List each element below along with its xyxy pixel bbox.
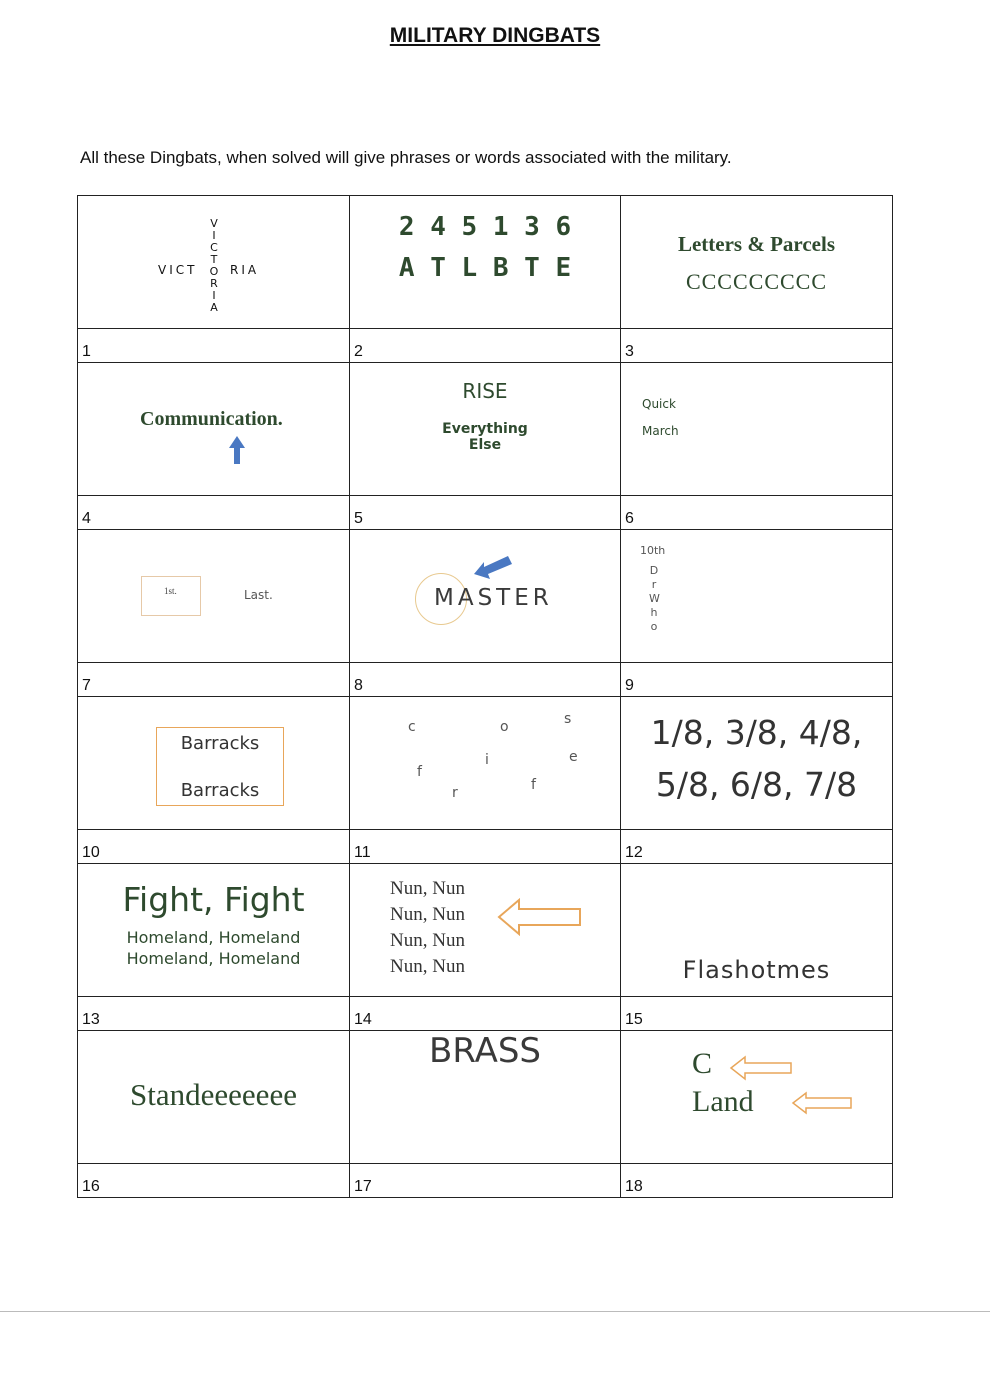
puzzle-11 — [350, 697, 621, 830]
puzzle-1-down-letter: I — [212, 289, 216, 302]
puzzle-3-line1: Letters & Parcels — [677, 232, 836, 256]
puzzle-7 — [78, 530, 350, 663]
puzzle-7-text: Last. — [244, 588, 273, 602]
puzzle-14 — [350, 864, 621, 997]
puzzle-18 — [621, 1031, 893, 1164]
puzzle-10-line2: Barracks — [180, 780, 260, 801]
puzzle-9-top: 10th — [640, 544, 666, 557]
left-arrow-icon — [729, 1055, 793, 1081]
puzzle-1-down-letter: R — [210, 277, 218, 290]
puzzle-10-line1: Barracks — [180, 733, 260, 754]
puzzle-1-across-right: RIA — [230, 263, 260, 277]
puzzle-1-across-left: VICT — [158, 263, 198, 277]
number-17: 17 — [350, 1164, 621, 1198]
puzzle-18-line2: Land — [692, 1085, 754, 1118]
puzzle-9-down-letter: r — [651, 578, 657, 591]
number-8: 8 — [350, 663, 621, 697]
up-arrow-icon — [228, 435, 246, 465]
left-arrow-icon — [497, 898, 583, 936]
puzzle-12 — [621, 697, 893, 830]
puzzle-5-line2: Else — [468, 437, 502, 453]
intro-text: All these Dingbats, when solved will give phrases or words associated with the military. — [80, 148, 732, 167]
footer-divider — [0, 1311, 990, 1312]
puzzle-9-down-letter: W — [649, 592, 660, 605]
puzzle-17 — [350, 1031, 621, 1164]
number-1: 1 — [78, 329, 350, 363]
puzzle-2 — [350, 196, 621, 329]
number-7: 7 — [78, 663, 350, 697]
puzzle-16 — [78, 1031, 350, 1164]
puzzle-1 — [78, 196, 350, 329]
puzzle-11-letter: e — [569, 749, 578, 765]
left-arrow-icon — [791, 1091, 853, 1115]
number-2: 2 — [350, 329, 621, 363]
puzzle-9 — [621, 530, 893, 663]
puzzle-1-down-letter: A — [210, 301, 218, 314]
puzzle-1-down-letter: V — [210, 217, 218, 230]
puzzle-9-down-letter: h — [650, 606, 658, 619]
left-down-arrow-icon — [472, 552, 514, 580]
puzzle-11-letter: i — [485, 752, 489, 768]
number-9: 9 — [621, 663, 893, 697]
puzzle-12-line1: 1/8, 3/8, 4/8, — [650, 713, 863, 752]
puzzle-5 — [350, 363, 621, 496]
number-16: 16 — [78, 1164, 350, 1198]
puzzle-14-line: Nun, Nun — [390, 904, 465, 925]
puzzle-2-letters: A T L B T E — [398, 253, 572, 283]
puzzle-6-line1: Quick — [642, 397, 676, 411]
puzzle-11-letter: f — [531, 777, 536, 793]
puzzle-5-line1: Everything — [442, 421, 528, 437]
puzzle-18-line1: C — [692, 1047, 713, 1080]
puzzle-9-down-letter: o — [650, 620, 658, 633]
puzzle-17-text: BRASS — [429, 1031, 541, 1071]
puzzle-15-text: Flashotmes — [682, 956, 831, 984]
puzzle-13 — [78, 864, 350, 997]
puzzle-16-text: Standeeeeeee — [130, 1077, 297, 1112]
puzzle-1-down-letter: O — [209, 265, 219, 278]
number-11: 11 — [350, 830, 621, 864]
puzzle-1-down-letter: T — [210, 253, 218, 266]
puzzle-14-line: Nun, Nun — [390, 930, 465, 951]
number-4: 4 — [78, 496, 350, 530]
dingbat-grid — [77, 195, 893, 1198]
puzzle-13-line2: Homeland, Homeland — [126, 949, 301, 968]
puzzle-1-down-letter: I — [212, 229, 216, 242]
puzzle-6-line2: March — [642, 424, 679, 438]
puzzle-7-box-text: 1st. — [164, 586, 177, 596]
puzzle-11-letter: o — [500, 719, 509, 735]
puzzle-11-letter: s — [564, 711, 572, 727]
puzzle-11-letter: r — [452, 785, 458, 801]
number-10: 10 — [78, 830, 350, 864]
number-5: 5 — [350, 496, 621, 530]
puzzle-4-text: Communication. — [140, 408, 283, 430]
first-box — [141, 576, 201, 616]
puzzle-13-big: Fight, Fight — [122, 880, 305, 919]
puzzle-12-line2: 5/8, 6/8, 7/8 — [655, 765, 858, 804]
puzzle-5-top: RISE — [462, 379, 508, 403]
puzzle-15 — [621, 864, 893, 997]
puzzle-11-letter: c — [408, 719, 416, 735]
puzzle-14-line: Nun, Nun — [390, 878, 465, 899]
puzzle-1-down-letter: C — [210, 241, 218, 254]
puzzle-3 — [621, 196, 893, 329]
number-18: 18 — [621, 1164, 893, 1198]
number-3: 3 — [621, 329, 893, 363]
puzzle-8-text: MASTER — [434, 585, 553, 611]
number-13: 13 — [78, 997, 350, 1031]
puzzle-13-line1: Homeland, Homeland — [126, 928, 301, 947]
puzzle-14-line: Nun, Nun — [390, 956, 465, 977]
puzzle-11-letter: f — [417, 764, 422, 780]
number-6: 6 — [621, 496, 893, 530]
puzzle-6 — [621, 363, 893, 496]
number-15: 15 — [621, 997, 893, 1031]
page-title: MILITARY DINGBATS — [389, 24, 601, 47]
puzzle-10 — [78, 697, 350, 830]
number-14: 14 — [350, 997, 621, 1031]
puzzle-8 — [350, 530, 621, 663]
number-12: 12 — [621, 830, 893, 864]
puzzle-3-line2: CCCCCCCCC — [685, 269, 828, 294]
puzzle-9-down-letter: D — [649, 564, 659, 577]
puzzle-2-numbers: 2 4 5 1 3 6 — [398, 212, 572, 242]
puzzle-4 — [78, 363, 350, 496]
